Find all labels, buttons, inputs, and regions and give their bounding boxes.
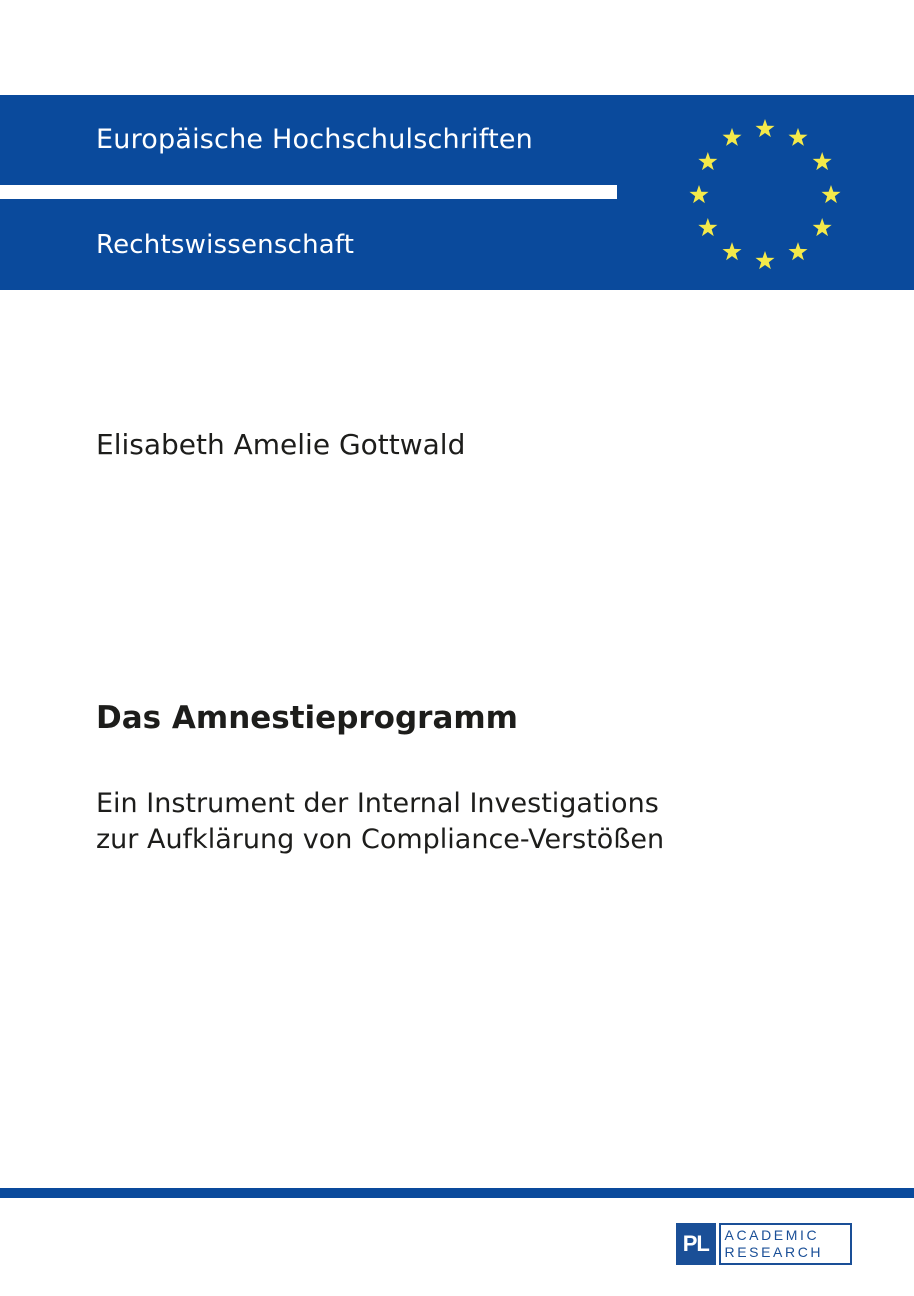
book-subtitle <box>96 786 664 858</box>
star-icon <box>698 152 717 170</box>
star-icon <box>755 251 774 269</box>
series-subtitle: Rechtswissenschaft <box>96 230 355 260</box>
publisher-line-research: RESEARCH <box>724 1244 824 1260</box>
book-title: Das Amnestieprogramm <box>96 700 518 736</box>
star-icon <box>788 242 807 260</box>
star-icon <box>821 185 840 203</box>
publisher-wordmark <box>719 1223 852 1265</box>
star-icon <box>813 152 832 170</box>
star-icon <box>788 128 807 146</box>
star-icon <box>722 242 741 260</box>
eu-star-circle-icon <box>680 110 850 280</box>
publisher-monogram: PL <box>676 1223 716 1265</box>
publisher-logo <box>676 1223 852 1265</box>
star-icon <box>755 119 774 137</box>
star-icon <box>698 218 717 236</box>
star-icon <box>813 218 832 236</box>
book-subtitle-line: Ein Instrument der Internal Investigations <box>96 788 659 819</box>
bottom-divider <box>0 1188 914 1198</box>
series-title: Europäische Hochschulschriften <box>96 124 533 155</box>
star-icon <box>689 185 708 203</box>
publisher-line-academic: ACADEMIC <box>724 1227 820 1243</box>
series-divider <box>0 185 617 199</box>
book-subtitle-line: zur Aufklärung von Compliance-Verstößen <box>96 824 665 855</box>
star-icon <box>722 128 741 146</box>
author-name: Elisabeth Amelie Gottwald <box>96 428 466 461</box>
